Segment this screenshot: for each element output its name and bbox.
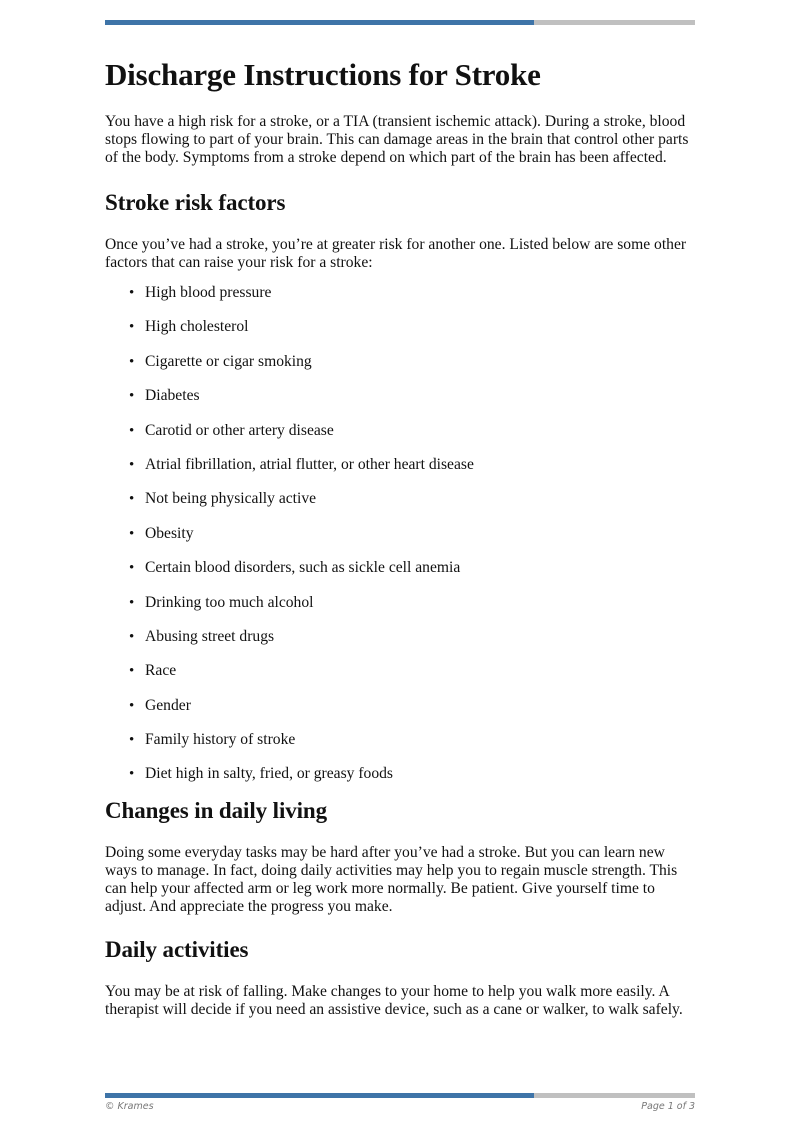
list-item: • Atrial fibrillation, atrial flutter, or other heart disease [129, 455, 474, 473]
footer-bar-accent [105, 1093, 534, 1098]
list-item: • Not being physically active [129, 490, 317, 508]
section-heading-risk-factors: Stroke risk factors [105, 189, 286, 215]
list-item: • Diet high in salty, fried, or greasy foods [129, 765, 393, 783]
bullet-icon: • [129, 353, 135, 370]
risk-factors-paragraph: Once you’ve had a stroke, you’re at greater risk for another one. Listed below are some other factors that can raise your risk for a stroke: [105, 235, 687, 271]
bullet-icon: • [129, 697, 135, 714]
list-item: • Diabetes [129, 387, 200, 405]
bullet-icon: • [129, 285, 135, 302]
risk-factors-list [129, 284, 697, 800]
section-heading-daily-activities: Daily activities [105, 936, 249, 962]
list-item: • Obesity [129, 524, 194, 542]
page-number: Page 1 of 3 [641, 1101, 695, 1112]
list-item: • High cholesterol [129, 318, 249, 336]
bullet-icon: • [129, 388, 135, 405]
header-bar-track [534, 20, 695, 25]
footer-bar-track [534, 1093, 695, 1098]
bullet-icon: • [129, 422, 135, 439]
page-title: Discharge Instructions for Stroke [105, 57, 541, 92]
list-item: • Carotid or other artery disease [129, 421, 334, 439]
document-body [105, 55, 697, 1019]
page-footer [105, 1101, 695, 1112]
list-item: • Drinking too much alcohol [129, 593, 314, 611]
daily-activities-paragraph: You may be at risk of falling. Make changes to your home to help you walk more easily. A therapist will decide if you need an assistive device, such as a cane or walker, to walk safely. [105, 982, 683, 1018]
bullet-icon: • [129, 525, 135, 542]
list-item: • Abusing street drugs [129, 627, 275, 645]
bullet-icon: • [129, 663, 135, 680]
bullet-icon: • [129, 766, 135, 783]
copyright-text: © Krames [105, 1101, 154, 1112]
header-bar-accent [105, 20, 534, 25]
list-item: • Gender [129, 696, 191, 714]
list-item: • Family history of stroke [129, 731, 296, 749]
intro-paragraph: You have a high risk for a stroke, or a TIA (transient ischemic attack). During a stroke, blood stops flowing to part of your brain. This can damage areas in the brain that control other parts of the body. Symptoms from a stroke depend on which part of the brain has been affected. [105, 113, 689, 167]
header-progress-bar [105, 20, 695, 25]
bullet-icon: • [129, 732, 135, 749]
bullet-icon: • [129, 628, 135, 645]
bullet-icon: • [129, 560, 135, 577]
list-item: • High blood pressure [129, 284, 272, 302]
bullet-icon: • [129, 491, 135, 508]
bullet-icon: • [129, 594, 135, 611]
list-item: • Cigarette or cigar smoking [129, 352, 312, 370]
bullet-icon: • [129, 319, 135, 336]
changes-daily-living-paragraph: Doing some everyday tasks may be hard after you’ve had a stroke. But you can learn new ways to manage. In fact, doing daily activities may help you to regain muscle strength. This can help your affected arm or leg work more normally. Be patient. Give yourself time to adjust. And appreciate the progress you make. [105, 843, 678, 916]
list-item: • Race [129, 662, 177, 680]
bullet-icon: • [129, 456, 135, 473]
section-heading-changes-daily-living: Changes in daily living [105, 797, 328, 823]
footer-progress-bar [105, 1093, 695, 1098]
list-item: • Certain blood disorders, such as sickle cell anemia [129, 559, 461, 577]
